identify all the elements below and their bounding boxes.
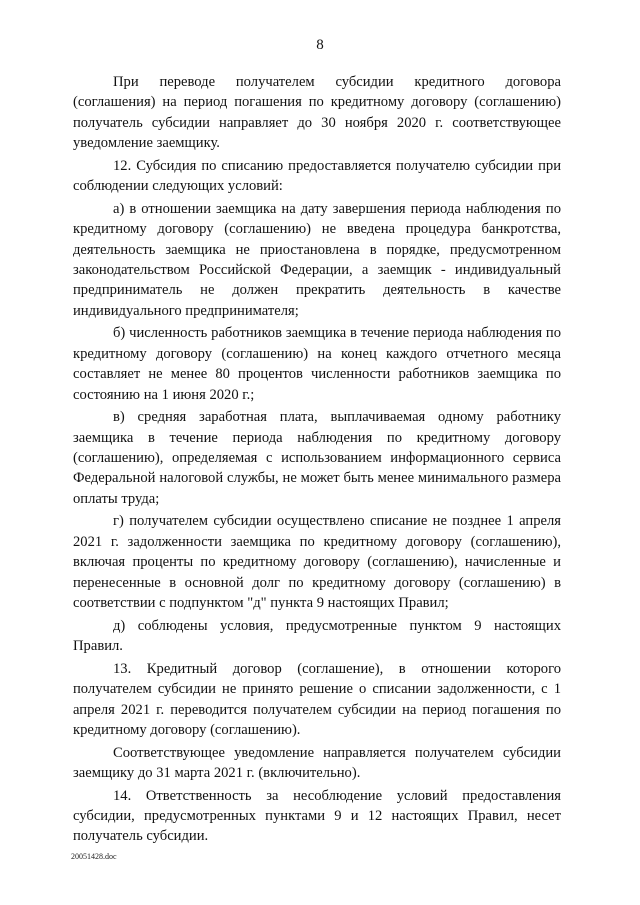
paragraph-12-conditions: 12. Субсидия по списанию предоставляется получателю субсидии при соблюдении следующих условий:	[73, 157, 561, 195]
paragraph-14: 14. Ответственность за несоблюдение условий предоставления субсидии, предусмотренных пунктами 9 и 12 настоящих Правил, несет получатель субсидии.	[73, 787, 561, 845]
paragraph-12d: д) соблюдены условия, предусмотренные пунктом 9 настоящих Правил.	[73, 617, 561, 655]
page-number: 8	[316, 37, 324, 53]
paragraph-12g: г) получателем субсидии осуществлено списание не позднее 1 апреля 2021 г. задолженности заемщика по кредитному договору (соглашению), включая проценты по кредитному договору (соглашению), начисленные и перенесенные в основной долг по кредитному договору (соглашению) в соответствии с подпунктом "д" пункта 9 настоящих Правил;	[73, 513, 561, 612]
paragraph-12b: б) численность работников заемщика в течение периода наблюдения по кредитному договору (соглашению) на конец каждого отчетного месяца составляет не менее 80 процентов численности работников заемщика по состоянию на 1 июня 2020 г.;	[73, 325, 561, 403]
document-body	[73, 72, 561, 849]
footer-file-code: 20051428.doc	[71, 852, 117, 861]
paragraph-13: 13. Кредитный договор (соглашение), в отношении которого получателем субсидии не принято решение о списании задолженности, с 1 апреля 2021 г. переводится получателем субсидии на период погашения по кредитному договору (соглашению).	[73, 660, 561, 738]
paragraph-12a: а) в отношении заемщика на дату завершения периода наблюдения по кредитному договору (соглашению) не введена процедура банкротства, деятельность заемщика не приостановлена в порядке, предусмотренном законодательством Российской Федерации, а заемщик - индивидуальный предприниматель не должен прекратить деятельность в качестве индивидуального предпринимателя;	[73, 200, 561, 319]
paragraph-transfer-notice: При переводе получателем субсидии кредитного договора (соглашения) на период погашения по кредитному договору (соглашению) получатель субсидии направляет до 30 ноября 2020 г. соответствующее уведомление заемщику.	[73, 74, 561, 152]
paragraph-12v: в) средняя заработная плата, выплачиваемая одному работнику заемщика в течение периода наблюдения по кредитному договору (соглашению), определяемая с использованием информационного сервиса Федеральной налоговой службы, не может быть менее минимального размера оплаты труда;	[73, 409, 561, 507]
paragraph-13-notice: Соответствующее уведомление направляется получателем субсидии заемщику до 31 марта 2021 г. (включительно).	[73, 744, 561, 781]
